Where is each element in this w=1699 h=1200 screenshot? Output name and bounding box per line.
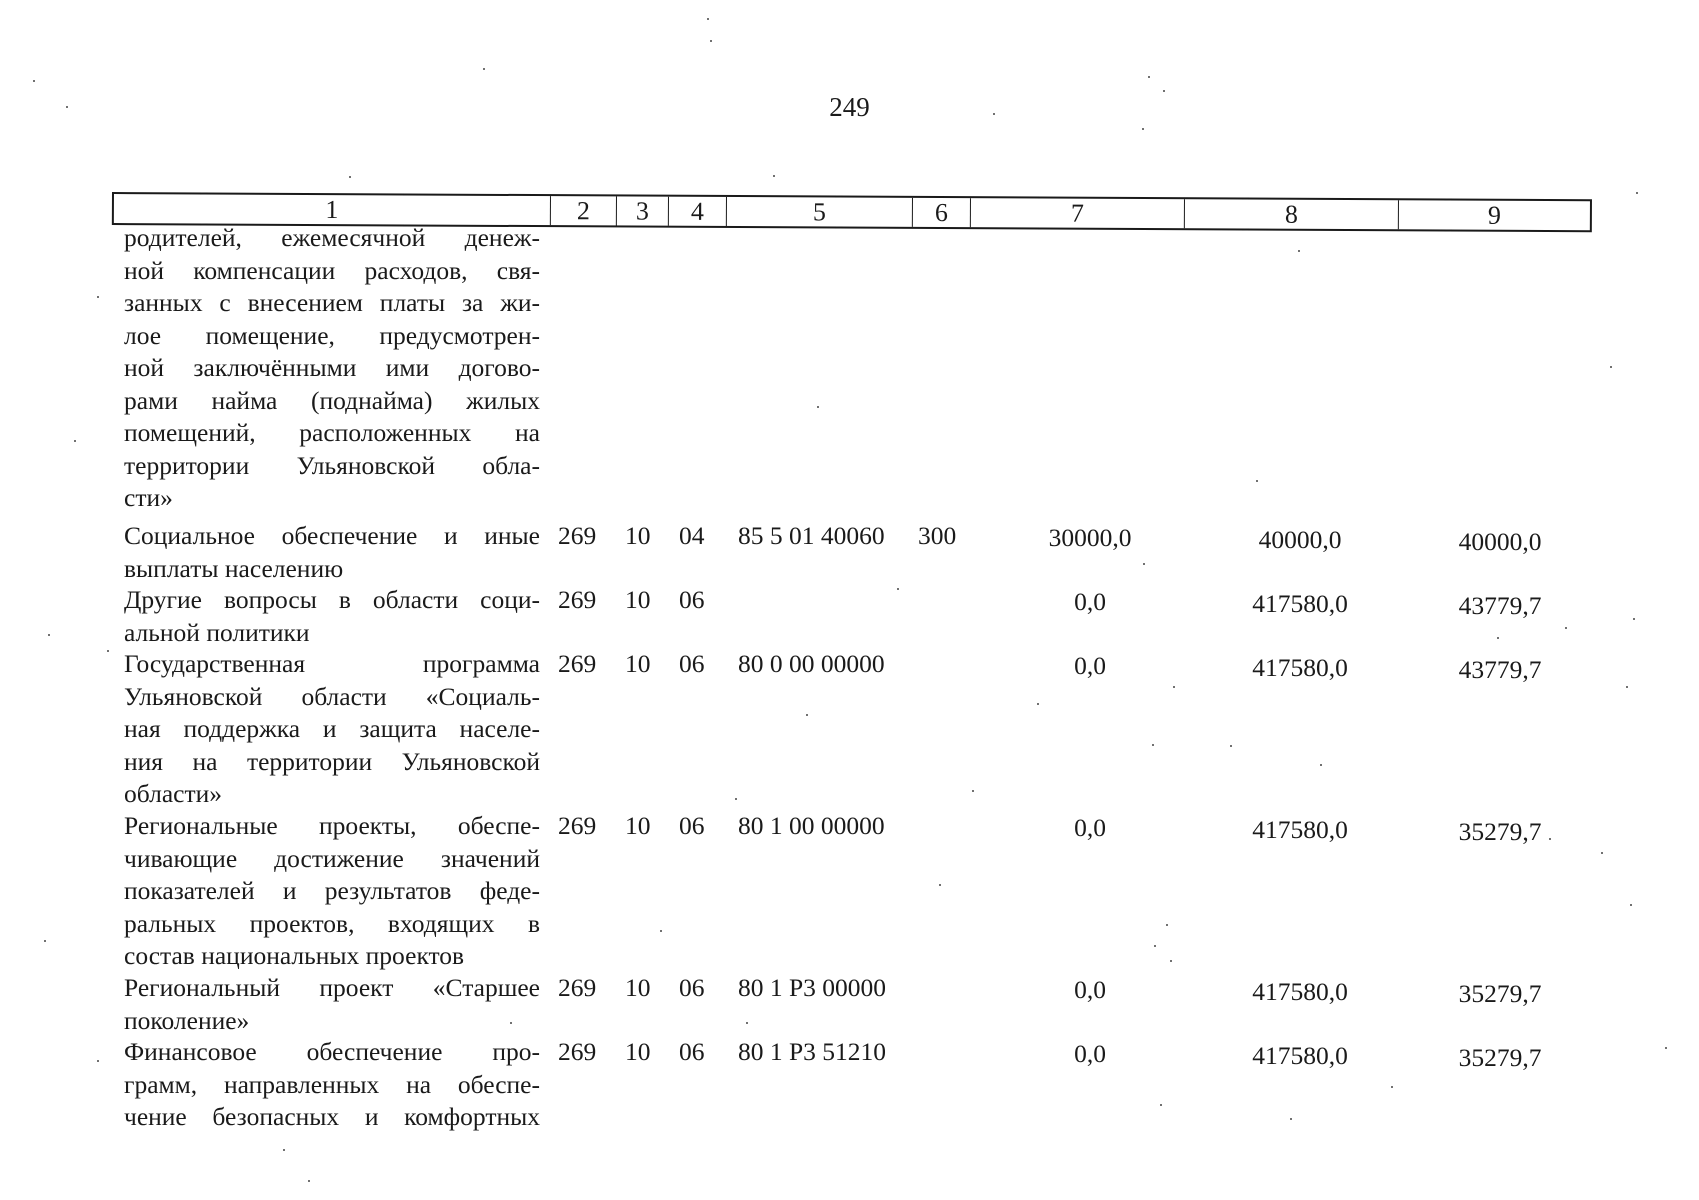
- scan-speck: [1497, 637, 1499, 639]
- row-description: [124, 972, 540, 1037]
- header-cell-2: 2: [551, 196, 617, 225]
- col-8-value: 417580,0: [1252, 589, 1348, 618]
- description-line: области»: [124, 779, 222, 808]
- scan-speck: [1601, 852, 1603, 854]
- scan-speck: [710, 40, 712, 42]
- col-2-value: 269: [558, 1037, 597, 1066]
- col-8-value: 417580,0: [1252, 653, 1348, 682]
- scan-speck: [1037, 703, 1039, 705]
- col-7-value: 30000,0: [1048, 523, 1132, 552]
- col-9-value: 35279,7: [1458, 979, 1542, 1008]
- description-line: занных с внесением платы за жи-: [124, 288, 540, 317]
- header-cell-7: 7: [971, 198, 1185, 228]
- col-4-value: 06: [679, 1037, 705, 1066]
- col-7-value: 0,0: [1074, 813, 1106, 842]
- header-cell-4: 4: [669, 197, 727, 226]
- col-9-value: 35279,7: [1458, 1043, 1542, 1072]
- scan-speck: [48, 634, 50, 636]
- row-description: [124, 520, 540, 585]
- description-line: ной компенсации расходов, свя-: [124, 255, 540, 285]
- col-8-value: 417580,0: [1252, 1041, 1348, 1070]
- description-line: ния на территории Ульяновской: [124, 746, 540, 776]
- col-2-value: 269: [558, 649, 597, 678]
- scan-speck: [939, 884, 941, 886]
- scan-speck: [1610, 366, 1612, 368]
- scan-speck: [707, 18, 709, 20]
- scan-speck: [97, 296, 99, 298]
- col-4-value: 06: [679, 811, 705, 840]
- col-2-value: 269: [558, 973, 597, 1002]
- description-line: выплаты населению: [124, 553, 344, 583]
- description-line: ральных проектов, входящих в: [124, 908, 540, 938]
- description-line: ная поддержка и защита населе-: [124, 714, 540, 743]
- col-3-value: 10: [625, 521, 651, 550]
- col-7-value: 0,0: [1074, 587, 1106, 616]
- header-cell-6: 6: [913, 198, 971, 227]
- scan-speck: [660, 930, 662, 932]
- description-line: альной политики: [124, 617, 310, 647]
- scan-speck: [1173, 686, 1175, 688]
- scan-speck: [283, 1149, 285, 1151]
- description-line: чение безопасных и комфортных: [124, 1102, 540, 1131]
- col-8-value: 40000,0: [1258, 525, 1342, 554]
- col-3-value: 10: [625, 649, 651, 678]
- col-9-value: 35279,7: [1458, 817, 1542, 846]
- description-line: грамм, направленных на обеспе-: [124, 1069, 540, 1099]
- header-cell-3: 3: [617, 196, 669, 225]
- description-line: состав национальных проектов: [124, 941, 465, 970]
- header-cell-8: 8: [1185, 199, 1399, 229]
- header-cell-5: 5: [727, 197, 913, 227]
- col-2-value: 269: [558, 585, 597, 614]
- col-3-value: 10: [625, 973, 651, 1002]
- col-5-value: 85 5 01 40060: [738, 521, 885, 550]
- scan-speck: [735, 798, 737, 800]
- header-cell-1: 1: [114, 194, 551, 225]
- scan-speck: [33, 80, 35, 82]
- scan-speck: [1170, 960, 1172, 962]
- page-number: 249: [829, 92, 870, 122]
- description-line: Финансовое обеспечение про-: [124, 1037, 540, 1066]
- scan-speck: [483, 68, 485, 70]
- description-line: территории Ульяновской обла-: [124, 450, 540, 480]
- description-line: поколение»: [124, 1005, 250, 1035]
- description-line: показателей и результатов феде-: [124, 876, 540, 905]
- scan-speck: [1148, 76, 1150, 78]
- row-description: [124, 810, 540, 973]
- scan-speck: [1152, 744, 1154, 746]
- scan-speck: [1549, 838, 1551, 840]
- col-2-value: 269: [558, 811, 597, 840]
- col-7-value: 0,0: [1074, 651, 1106, 680]
- col-8-value: 417580,0: [1252, 815, 1348, 844]
- description-line: Ульяновской области «Социаль-: [124, 681, 540, 711]
- description-line: Региональные проекты, обеспе-: [124, 811, 540, 840]
- scan-speck: [972, 790, 974, 792]
- scan-speck: [1163, 90, 1165, 92]
- scan-speck: [773, 175, 775, 177]
- scan-speck: [993, 113, 995, 115]
- col-4-value: 06: [679, 973, 705, 1002]
- scan-speck: [510, 1022, 512, 1024]
- description-line: помещений, расположенных на: [124, 418, 540, 447]
- scan-speck: [1665, 1047, 1667, 1049]
- scan-speck: [1142, 128, 1144, 130]
- row-description: [124, 584, 540, 649]
- description-line: лое помещение, предусмотрен-: [124, 320, 540, 350]
- description-line: Другие вопросы в области соци-: [124, 585, 540, 614]
- row-description: [124, 648, 540, 811]
- scan-speck: [1636, 192, 1638, 194]
- col-7-value: 0,0: [1074, 1039, 1106, 1068]
- scan-speck: [1633, 618, 1635, 620]
- col-3-value: 10: [625, 1037, 651, 1066]
- col-6-value: 300: [918, 521, 957, 550]
- scan-speck: [806, 714, 808, 716]
- description-line: Региональный проект «Старшее: [124, 973, 540, 1002]
- scan-speck: [44, 940, 46, 942]
- description-line: сти»: [124, 483, 173, 512]
- scan-speck: [1298, 250, 1300, 252]
- col-4-value: 06: [679, 649, 705, 678]
- col-9-value: 40000,0: [1458, 527, 1542, 556]
- scan-speck: [97, 1060, 99, 1062]
- scan-speck: [1160, 1104, 1162, 1106]
- row-description: [124, 222, 540, 515]
- scan-speck: [746, 1022, 748, 1024]
- scan-speck: [897, 588, 899, 590]
- description-line: Государственная программа: [124, 649, 540, 678]
- scan-speck: [1290, 1118, 1292, 1120]
- col-4-value: 06: [679, 585, 705, 614]
- description-line: чивающие достижение значений: [124, 843, 540, 873]
- scan-speck: [74, 440, 76, 442]
- scan-speck: [66, 106, 68, 108]
- scan-speck: [107, 650, 109, 652]
- col-5-value: 80 1 00 00000: [738, 811, 885, 840]
- scan-speck: [1256, 480, 1258, 482]
- description-line: рами найма (поднайма) жилых: [124, 385, 540, 415]
- col-5-value: 80 1 P3 00000: [738, 973, 887, 1002]
- col-9-value: 43779,7: [1458, 655, 1542, 684]
- description-line: ной заключёнными ими догово-: [124, 353, 540, 382]
- col-7-value: 0,0: [1074, 975, 1106, 1004]
- scan-speck: [1565, 627, 1567, 629]
- scan-speck: [817, 406, 819, 408]
- col-5-value: 80 1 P3 51210: [738, 1037, 887, 1066]
- scan-speck: [1143, 563, 1145, 565]
- scan-speck: [1320, 764, 1322, 766]
- header-cell-9: 9: [1487, 200, 1501, 230]
- scan-speck: [1230, 745, 1232, 747]
- scan-speck: [1154, 945, 1156, 947]
- col-3-value: 10: [625, 811, 651, 840]
- scan-speck: [349, 176, 351, 178]
- scan-speck: [308, 1180, 310, 1182]
- col-8-value: 417580,0: [1252, 977, 1348, 1006]
- col-9-value: 43779,7: [1458, 591, 1542, 620]
- col-5-value: 80 0 00 00000: [738, 649, 885, 678]
- col-3-value: 10: [625, 585, 651, 614]
- description-line: родителей, ежемесячной денеж-: [124, 223, 540, 252]
- row-description: [124, 1036, 540, 1134]
- col-2-value: 269: [558, 521, 597, 550]
- scan-speck: [1630, 904, 1632, 906]
- scan-speck: [1626, 686, 1628, 688]
- scan-speck: [1391, 1086, 1393, 1088]
- scan-speck: [1166, 924, 1168, 926]
- description-line: Социальное обеспечение и иные: [124, 521, 540, 550]
- col-4-value: 04: [679, 521, 705, 550]
